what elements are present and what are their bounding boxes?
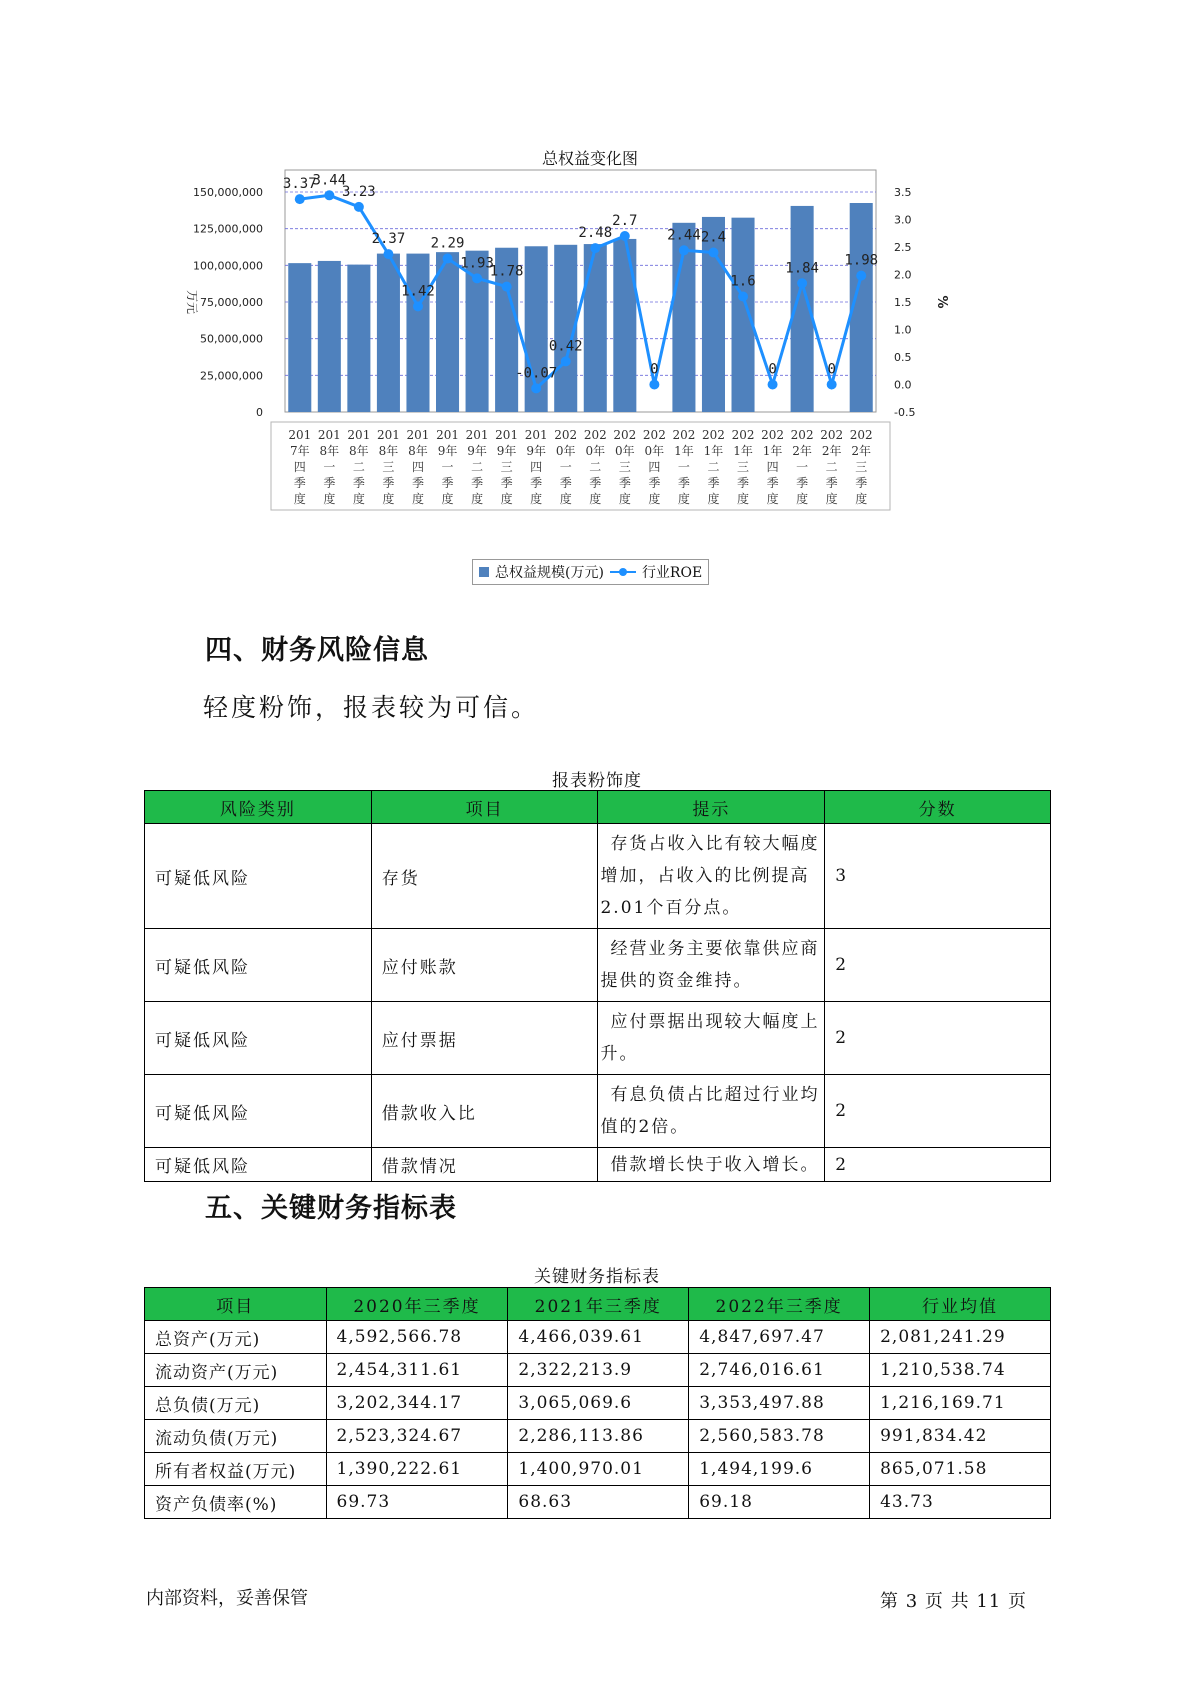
y-right-tick-label: 2.0 [894, 268, 912, 282]
chart-title: 总权益变化图 [541, 149, 638, 168]
risk-item: 应付账款 [371, 929, 598, 1002]
bar [732, 218, 755, 412]
table-row [145, 1148, 1051, 1182]
section5-heading: 五、关键财务指标表 [205, 1193, 457, 1224]
x-tick-label: 二 [707, 460, 720, 474]
x-tick-label: 2年 [851, 444, 872, 458]
x-tick-label: 202 [554, 428, 578, 442]
kpi-value: 43.73 [870, 1486, 1051, 1519]
kpi-item: 流动负债(万元) [145, 1420, 327, 1453]
roe-point [708, 248, 718, 258]
x-tick-label: 二 [825, 460, 838, 474]
kpi-header-cell: 2021年三季度 [508, 1288, 689, 1321]
roe-data-label: 0 [650, 361, 659, 378]
x-tick-label: 201 [376, 428, 400, 442]
roe-data-label: 3.44 [312, 172, 347, 189]
risk-category: 可疑低风险 [145, 1002, 372, 1075]
legend-line-swatch [610, 571, 636, 573]
x-tick-label: 季 [500, 476, 513, 490]
chart-svg [180, 140, 1000, 590]
x-tick-label: 2年 [792, 444, 812, 458]
table-row [145, 1002, 1051, 1075]
x-tick-label: 四 [648, 460, 661, 474]
risk-hint: 存货占收入比有较大幅度增加，占收入的比例提高2.01个百分点。 [598, 824, 825, 929]
roe-data-label: 2.4 [700, 229, 727, 246]
x-tick-label: 三 [500, 460, 513, 474]
x-tick-label: 四 [411, 460, 424, 474]
bar [347, 265, 370, 412]
y-left-tick-label: 0 [256, 406, 263, 419]
x-tick-label: 8年 [378, 444, 399, 458]
x-tick-label: 季 [648, 476, 661, 490]
risk-hint: 经营业务主要依靠供应商提供的资金维持。 [598, 929, 825, 1002]
kpi-value: 2,286,113.86 [508, 1420, 689, 1453]
x-tick-label: 0年 [644, 444, 665, 458]
risk-header-cell: 分数 [825, 791, 1051, 824]
x-tick-label: 度 [500, 492, 513, 506]
x-tick-label: 三 [855, 460, 868, 474]
x-tick-label: 季 [293, 476, 306, 490]
x-tick-label: 度 [648, 492, 661, 506]
kpi-value: 2,523,324.67 [326, 1420, 508, 1453]
x-tick-label: 度 [530, 492, 543, 506]
roe-data-label: 2.37 [371, 231, 406, 248]
risk-score: 2 [825, 1148, 1051, 1182]
x-tick-label: 201 [317, 428, 341, 442]
risk-hint: 借款增长快于收入增长。 [598, 1148, 825, 1182]
roe-point [295, 194, 305, 204]
x-tick-label: 季 [411, 476, 424, 490]
roe-data-label: 1.6 [730, 273, 756, 290]
y-right-tick-label: 1.0 [894, 323, 912, 337]
x-tick-label: 度 [352, 492, 365, 506]
y-left-tick-label: 75,000,000 [200, 296, 263, 309]
roe-point [827, 380, 837, 390]
kpi-table-caption: 关键财务指标表 [534, 1267, 660, 1287]
y-right-tick-label: 0.0 [894, 378, 912, 392]
risk-hint: 应付票据出现较大幅度上升。 [598, 1002, 825, 1075]
x-tick-label: 度 [559, 492, 572, 506]
risk-category: 可疑低风险 [145, 1148, 372, 1182]
roe-data-label: 0 [768, 361, 777, 378]
kpi-header-cell: 2020年三季度 [326, 1288, 508, 1321]
bar [436, 252, 459, 412]
roe-point [768, 380, 778, 390]
kpi-item: 流动资产(万元) [145, 1354, 327, 1387]
bar [377, 254, 400, 412]
x-tick-label: 9年 [467, 444, 487, 458]
bar [584, 244, 607, 412]
x-tick-label: 度 [796, 492, 809, 506]
roe-point [738, 292, 748, 302]
x-tick-label: 季 [323, 476, 336, 490]
legend-line-label: 行业ROE [641, 565, 703, 581]
section4-heading: 四、财务风险信息 [205, 635, 429, 666]
roe-point [324, 190, 334, 200]
x-tick-label: 1年 [733, 444, 753, 458]
x-tick-label: 度 [411, 492, 424, 506]
x-tick-label: 季 [855, 476, 868, 490]
risk-header-cell: 提示 [598, 791, 825, 824]
risk-category: 可疑低风险 [145, 824, 372, 929]
x-tick-label: 8年 [319, 444, 340, 458]
risk-header-cell: 项目 [371, 791, 598, 824]
roe-point [383, 249, 393, 259]
x-tick-label: 季 [677, 476, 690, 490]
x-tick-label: 季 [530, 476, 543, 490]
kpi-item: 资产负债率(%) [145, 1486, 327, 1519]
kpi-value: 2,322,213.9 [508, 1354, 689, 1387]
x-tick-label: 度 [323, 492, 336, 506]
x-tick-label: 0年 [585, 444, 606, 458]
roe-data-label: 3.23 [342, 183, 376, 200]
risk-score: 2 [825, 1075, 1051, 1148]
x-tick-label: 二 [589, 460, 602, 474]
roe-point [590, 243, 600, 253]
x-tick-label: 9年 [526, 444, 546, 458]
x-tick-label: 季 [352, 476, 365, 490]
table-row [145, 1075, 1051, 1148]
x-tick-label: 202 [731, 428, 755, 442]
x-tick-label: 二 [471, 460, 484, 474]
roe-point [620, 231, 630, 241]
roe-data-label: 1.78 [489, 263, 524, 280]
kpi-item: 总资产(万元) [145, 1321, 327, 1354]
kpi-value: 4,847,697.47 [689, 1321, 870, 1354]
y-right-tick-label: 3.5 [894, 186, 912, 199]
roe-data-label: 2.48 [578, 225, 613, 242]
x-tick-label: 9年 [496, 444, 517, 458]
roe-point [413, 301, 423, 311]
roe-point [472, 273, 482, 283]
x-tick-label: 二 [352, 460, 365, 474]
table-row [145, 1453, 1051, 1486]
kpi-value: 4,592,566.78 [326, 1321, 508, 1354]
roe-data-label: 1.42 [401, 283, 435, 300]
kpi-table-header-row [145, 1288, 1051, 1321]
x-tick-label: 三 [618, 460, 631, 474]
kpi-value: 2,746,016.61 [689, 1354, 870, 1387]
y-right-tick-label: -0.5 [894, 406, 916, 419]
kpi-value: 1,400,970.01 [508, 1453, 689, 1486]
bar [613, 239, 636, 412]
x-tick-label: 季 [825, 476, 838, 490]
risk-table-header-row [145, 791, 1051, 824]
roe-point [649, 380, 659, 390]
x-tick-label: 1年 [703, 444, 724, 458]
x-tick-label: 季 [796, 476, 809, 490]
x-tick-label: 一 [323, 460, 336, 474]
x-tick-label: 四 [293, 460, 306, 474]
kpi-item: 总负债(万元) [145, 1387, 327, 1420]
y-right-tick-label: 1.5 [894, 296, 912, 309]
x-tick-label: 202 [642, 428, 666, 442]
risk-summary: 轻度粉饰，报表较为可信。 [203, 693, 540, 722]
x-tick-label: 202 [702, 428, 725, 442]
x-tick-label: 202 [583, 428, 607, 442]
x-tick-label: 季 [707, 476, 720, 490]
roe-point [443, 254, 453, 264]
x-tick-label: 一 [559, 460, 572, 474]
x-tick-label: 度 [855, 492, 868, 506]
kpi-value: 68.63 [508, 1486, 689, 1519]
x-tick-label: 202 [790, 428, 814, 442]
x-tick-label: 度 [589, 492, 602, 506]
x-tick-label: 度 [441, 492, 454, 506]
x-tick-label: 202 [672, 428, 696, 442]
risk-item: 存货 [371, 824, 598, 929]
roe-point [856, 271, 866, 281]
x-tick-label: 201 [465, 428, 489, 442]
x-tick-label: 8年 [408, 444, 428, 458]
x-tick-label: 度 [677, 492, 690, 506]
risk-item: 应付票据 [371, 1002, 598, 1075]
x-tick-label: 0年 [615, 444, 635, 458]
kpi-item: 所有者权益(万元) [145, 1453, 327, 1486]
x-tick-label: 201 [524, 428, 548, 442]
legend-bar-label: 总权益规模(万元) [495, 565, 604, 581]
bar [702, 217, 725, 412]
kpi-header-cell: 项目 [145, 1288, 327, 1321]
kpi-header-cell: 2022年三季度 [689, 1288, 870, 1321]
roe-data-label: 1.98 [844, 252, 879, 269]
x-tick-label: 8年 [349, 444, 369, 458]
risk-score: 2 [825, 929, 1051, 1002]
x-tick-label: 季 [382, 476, 395, 490]
y-right-tick-label: 0.5 [894, 351, 912, 364]
x-tick-label: 201 [495, 428, 519, 442]
x-tick-label: 度 [825, 492, 838, 506]
kpi-value: 2,560,583.78 [689, 1420, 870, 1453]
x-tick-label: 季 [618, 476, 631, 490]
y-left-tick-label: 150,000,000 [193, 186, 263, 199]
kpi-value: 865,071.58 [870, 1453, 1051, 1486]
x-tick-label: 季 [441, 476, 454, 490]
roe-point [797, 278, 807, 288]
x-tick-label: 度 [618, 492, 631, 506]
x-tick-label: 三 [737, 460, 750, 474]
risk-score: 2 [825, 1002, 1051, 1075]
x-tick-label: 季 [766, 476, 779, 490]
x-tick-label: 度 [382, 492, 395, 506]
roe-point [531, 383, 541, 393]
y-left-axis-title: 万元 [185, 289, 199, 315]
kpi-value: 3,065,069.6 [508, 1387, 689, 1420]
kpi-value: 1,390,222.61 [326, 1453, 508, 1486]
roe-point [561, 356, 571, 366]
x-tick-label: 度 [737, 492, 750, 506]
legend-bar-swatch [479, 567, 489, 577]
bar [288, 263, 311, 412]
table-row [145, 824, 1051, 929]
table-row [145, 1321, 1051, 1354]
roe-data-label: -0.07 [515, 365, 558, 382]
table-row [145, 1354, 1051, 1387]
x-tick-label: 201 [406, 428, 430, 442]
x-tick-label: 202 [613, 428, 637, 442]
kpi-value: 1,216,169.71 [870, 1387, 1051, 1420]
risk-category: 可疑低风险 [145, 929, 372, 1002]
kpi-value: 69.73 [326, 1486, 508, 1519]
footer-confidential: 内部资料，妥善保管 [146, 1588, 308, 1609]
x-tick-label: 三 [382, 460, 395, 474]
x-tick-label: 202 [849, 428, 873, 442]
risk-hint: 有息负债占比超过行业均值的2倍。 [598, 1075, 825, 1148]
kpi-value: 3,202,344.17 [326, 1387, 508, 1420]
roe-data-label: 1.93 [460, 255, 494, 272]
x-tick-label: 四 [766, 460, 779, 474]
x-tick-label: 度 [293, 492, 306, 506]
x-tick-label: 9年 [437, 444, 458, 458]
x-tick-label: 一 [677, 460, 690, 474]
x-tick-label: 0年 [555, 444, 576, 458]
roe-data-label: 3.37 [282, 176, 317, 193]
roe-data-label: 2.29 [430, 235, 465, 252]
table-row [145, 1420, 1051, 1453]
roe-data-label: 2.7 [612, 213, 638, 229]
bar [406, 254, 429, 412]
x-tick-label: 季 [589, 476, 602, 490]
x-tick-label: 度 [471, 492, 484, 506]
bar [318, 261, 341, 412]
x-tick-label: 季 [471, 476, 484, 490]
y-right-tick-label: 3.0 [894, 213, 912, 227]
roe-point [679, 245, 689, 255]
x-tick-label: 季 [737, 476, 750, 490]
roe-data-label: 1.84 [785, 260, 819, 277]
x-tick-label: 度 [766, 492, 779, 506]
risk-table-caption: 报表粉饰度 [552, 771, 642, 791]
table-row [145, 1387, 1051, 1420]
equity-chart [180, 140, 1000, 590]
kpi-value: 2,081,241.29 [870, 1321, 1051, 1354]
risk-category: 可疑低风险 [145, 1075, 372, 1148]
roe-point [354, 202, 364, 212]
risk-header-cell: 风险类别 [145, 791, 372, 824]
kpi-value: 1,210,538.74 [870, 1354, 1051, 1387]
x-tick-label: 7年 [289, 444, 310, 458]
y-left-tick-label: 25,000,000 [200, 369, 263, 383]
x-tick-label: 2年 [821, 444, 842, 458]
roe-data-label: 2.44 [667, 227, 701, 244]
y-left-tick-label: 50,000,000 [200, 332, 263, 346]
kpi-value: 991,834.42 [870, 1420, 1051, 1453]
table-row [145, 929, 1051, 1002]
y-left-tick-label: 100,000,000 [193, 259, 263, 273]
kpi-table [144, 1287, 1051, 1519]
kpi-value: 69.18 [689, 1486, 870, 1519]
footer-page-number: 第 3 页 共 11 页 [880, 1591, 1027, 1612]
kpi-value: 3,353,497.88 [689, 1387, 870, 1420]
roe-data-label: 0 [827, 361, 836, 378]
table-row [145, 1486, 1051, 1519]
x-tick-label: 四 [530, 460, 543, 474]
x-tick-label: 一 [441, 460, 454, 474]
kpi-value: 1,494,199.6 [689, 1453, 870, 1486]
y-left-tick-label: 125,000,000 [193, 222, 263, 236]
x-tick-label: 1年 [762, 444, 783, 458]
roe-point [502, 282, 512, 292]
x-tick-label: 201 [436, 428, 459, 442]
kpi-value: 4,466,039.61 [508, 1321, 689, 1354]
x-tick-label: 202 [820, 428, 844, 442]
risk-item: 借款收入比 [371, 1075, 598, 1148]
risk-table [144, 790, 1051, 1182]
x-tick-label: 201 [347, 428, 371, 442]
x-tick-label: 201 [288, 428, 312, 442]
kpi-header-cell: 行业均值 [870, 1288, 1051, 1321]
x-tick-label: 202 [761, 428, 785, 442]
y-right-axis-title: % [934, 295, 949, 309]
x-tick-label: 度 [707, 492, 720, 506]
risk-score: 3 [825, 824, 1051, 929]
kpi-value: 2,454,311.61 [326, 1354, 508, 1387]
x-tick-label: 1年 [674, 444, 694, 458]
chart-legend [472, 559, 709, 585]
x-tick-label: 季 [559, 476, 572, 490]
risk-item: 借款情况 [371, 1148, 598, 1182]
y-right-tick-label: 2.5 [894, 241, 912, 254]
roe-data-label: 0.42 [548, 338, 583, 355]
x-tick-label: 一 [796, 460, 809, 474]
